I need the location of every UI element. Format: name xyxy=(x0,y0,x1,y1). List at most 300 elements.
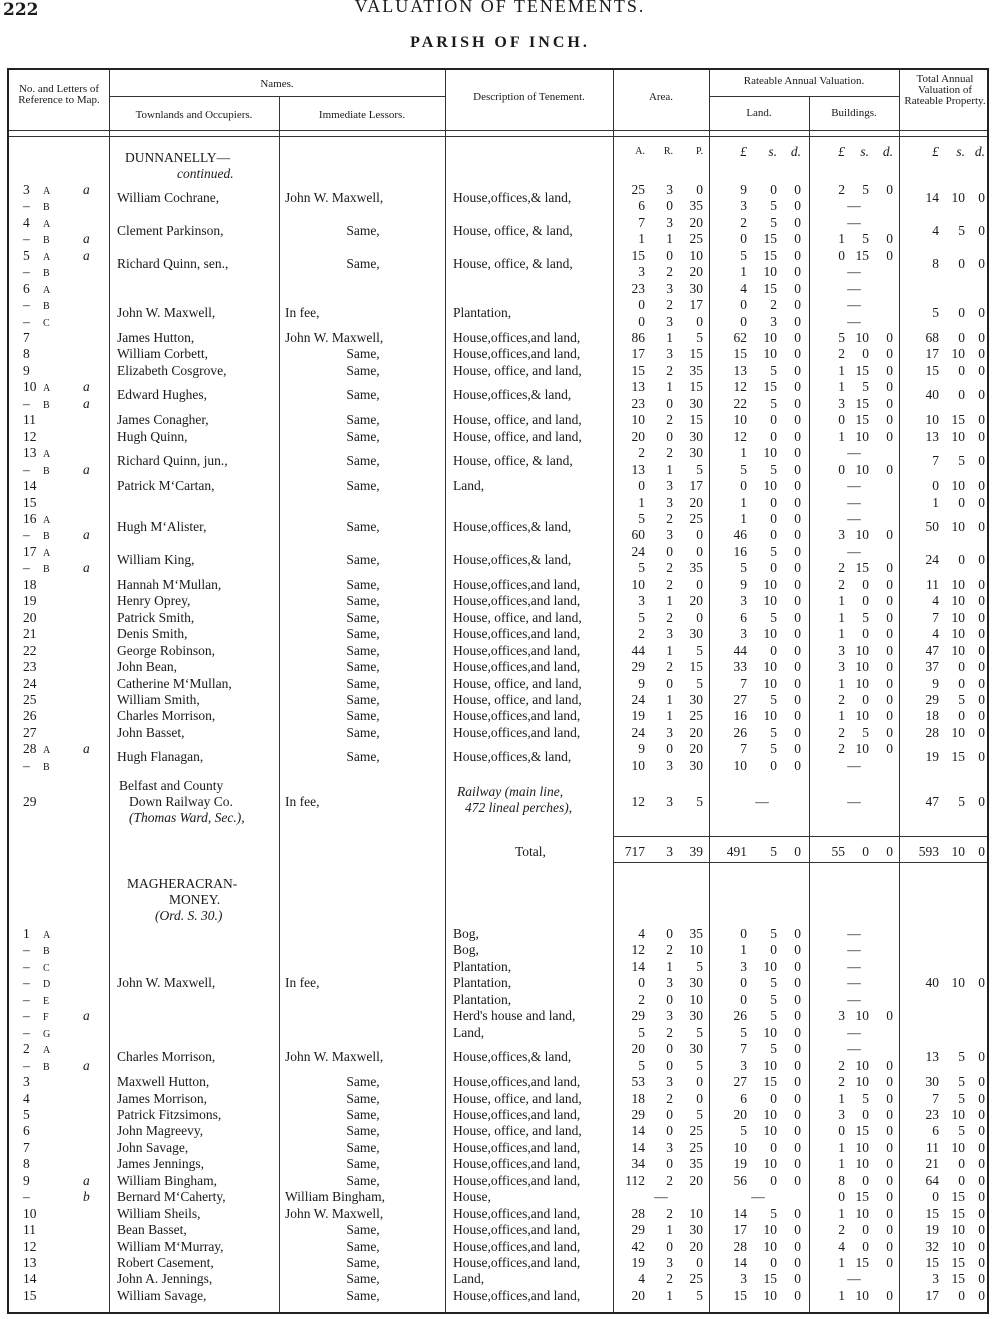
area-value: 30 xyxy=(689,396,703,411)
land-value: 0 xyxy=(794,330,801,345)
occupier-name: Hugh M‘Alister, xyxy=(117,519,207,534)
buildings-value-dash: — xyxy=(847,297,861,312)
area-value: 25 xyxy=(689,708,703,723)
ref-number: 2 xyxy=(23,1041,30,1056)
tenement-description: House,offices,and land, xyxy=(453,1074,581,1089)
total-value: 0 xyxy=(978,1123,985,1138)
total-value: 32 xyxy=(925,1239,939,1254)
buildings-value: 15 xyxy=(855,560,869,575)
land-value: 0 xyxy=(794,1206,801,1221)
total-value: 0 xyxy=(958,659,965,674)
ref-letter: B xyxy=(43,400,50,411)
land-value: 6 xyxy=(740,610,747,625)
total-value: 0 xyxy=(978,643,985,658)
land-value-dash: — xyxy=(755,794,769,809)
buildings-value-dash: — xyxy=(847,1041,861,1056)
ref-number: – xyxy=(23,1008,30,1023)
total-value: 10 xyxy=(951,429,965,444)
total-valuation: 0 xyxy=(978,844,985,859)
area-value: 2 xyxy=(666,659,673,674)
land-value: 0 xyxy=(794,659,801,674)
ref-number: – xyxy=(23,198,30,213)
land-value: 17 xyxy=(733,1222,747,1237)
total-value: 10 xyxy=(951,1222,965,1237)
header-names: Names. xyxy=(260,78,294,90)
land-value: 0 xyxy=(740,992,747,1007)
area-value: 0 xyxy=(638,478,645,493)
area-value: 3 xyxy=(666,314,673,329)
area-value: 2 xyxy=(666,297,673,312)
area-value: 5 xyxy=(696,1058,703,1073)
land-value: 0 xyxy=(770,527,777,542)
total-value: 0 xyxy=(978,495,985,510)
land-value: 0 xyxy=(794,1222,801,1237)
buildings-value: 15 xyxy=(855,1255,869,1270)
tenement-description: House,offices,and land, xyxy=(453,659,581,674)
area-value: 3 xyxy=(666,794,673,809)
area-value: 9 xyxy=(638,676,645,691)
area-value: 10 xyxy=(689,1206,703,1221)
lessor-name: John W. Maxwell, xyxy=(285,1206,384,1221)
area-value: 25 xyxy=(689,1140,703,1155)
land-value: 5 xyxy=(740,1123,747,1138)
land-value: 0 xyxy=(794,1041,801,1056)
lessor-name: Same, xyxy=(346,643,380,658)
ref-number: 8 xyxy=(23,1156,30,1171)
land-value: 0 xyxy=(794,1271,801,1286)
land-value: 0 xyxy=(794,1058,801,1073)
unit-bld: £ xyxy=(838,144,845,159)
land-value: 15 xyxy=(733,1288,747,1303)
area-value: 5 xyxy=(638,511,645,526)
ref-number: 26 xyxy=(23,708,37,723)
area-value: 2 xyxy=(666,1091,673,1106)
tenement-description: House,offices,and land, xyxy=(453,1156,581,1171)
land-value: 0 xyxy=(794,1239,801,1254)
land-value: 0 xyxy=(740,975,747,990)
land-value: 3 xyxy=(740,1058,747,1073)
area-value: 5 xyxy=(696,643,703,658)
area-value: 0 xyxy=(666,198,673,213)
area-value: 10 xyxy=(689,942,703,957)
land-value: 10 xyxy=(763,659,777,674)
total-value: 0 xyxy=(978,1271,985,1286)
land-value: 20 xyxy=(733,1107,747,1122)
total-valuation: 10 xyxy=(951,844,965,859)
land-value: 16 xyxy=(733,708,747,723)
townland-name: MAGHERACRAN- xyxy=(127,876,238,891)
land-value: 13 xyxy=(733,363,747,378)
area-value: 19 xyxy=(631,1255,645,1270)
land-value: 27 xyxy=(733,1074,747,1089)
total-value: 29 xyxy=(925,692,939,707)
total-value: 5 xyxy=(958,1091,965,1106)
tenement-description: Plantation, xyxy=(453,975,512,990)
land-value: 0 xyxy=(770,560,777,575)
ref-number: 15 xyxy=(23,1288,37,1303)
land-value: 5 xyxy=(770,692,777,707)
total-value: 0 xyxy=(978,256,985,271)
land-value: 3 xyxy=(740,593,747,608)
unit-area: R. xyxy=(663,146,673,157)
area-value: 2 xyxy=(666,577,673,592)
area-value: 2 xyxy=(666,412,673,427)
land-value: 56 xyxy=(733,1173,747,1188)
total-value: 0 xyxy=(978,975,985,990)
buildings-value: 5 xyxy=(862,182,869,197)
occupier-name: William Corbett, xyxy=(117,346,208,361)
total-value: 0 xyxy=(978,305,985,320)
land-value: 0 xyxy=(770,1140,777,1155)
occupier-name: Hugh Quinn, xyxy=(117,429,188,444)
total-value: 9 xyxy=(932,676,939,691)
area-value: 25 xyxy=(631,182,645,197)
land-value: 0 xyxy=(794,396,801,411)
land-value: 22 xyxy=(733,396,747,411)
area-value: 2 xyxy=(638,445,645,460)
land-value: 0 xyxy=(794,643,801,658)
lessor-name: Same, xyxy=(346,725,380,740)
buildings-value: 2 xyxy=(838,692,845,707)
unit-bld: d. xyxy=(882,144,893,159)
total-value: 10 xyxy=(951,346,965,361)
ref-letter: A xyxy=(43,186,51,197)
total-value: 10 xyxy=(951,626,965,641)
buildings-value: 15 xyxy=(855,396,869,411)
total-value: 0 xyxy=(978,387,985,402)
occupier-name: Henry Oprey, xyxy=(117,593,191,608)
map-letter: a xyxy=(83,396,90,411)
buildings-value: 10 xyxy=(855,1288,869,1303)
tenement-description: House,offices,& land, xyxy=(453,1049,572,1064)
ref-letter: A xyxy=(43,745,51,756)
total-value: 64 xyxy=(925,1173,939,1188)
area-value: 3 xyxy=(666,1008,673,1023)
buildings-value: 10 xyxy=(855,1156,869,1171)
area-value: 0 xyxy=(696,577,703,592)
total-value: 5 xyxy=(958,1049,965,1064)
land-value: 5 xyxy=(740,248,747,263)
buildings-value: 15 xyxy=(855,363,869,378)
area-value: 3 xyxy=(666,182,673,197)
total-value: 5 xyxy=(958,794,965,809)
buildings-value: 1 xyxy=(838,429,845,444)
area-value: 0 xyxy=(666,248,673,263)
area-value: 0 xyxy=(696,1074,703,1089)
area-value: 2 xyxy=(666,445,673,460)
ref-number: – xyxy=(23,297,30,312)
lessor-name: Same, xyxy=(346,692,380,707)
land-value: 26 xyxy=(733,725,747,740)
total-value: 0 xyxy=(978,794,985,809)
total-buildings: 0 xyxy=(862,844,869,859)
buildings-value: 1 xyxy=(838,1091,845,1106)
area-value: 20 xyxy=(689,593,703,608)
land-value: 15 xyxy=(763,1271,777,1286)
land-value: 0 xyxy=(794,942,801,957)
land-value: 10 xyxy=(763,478,777,493)
area-value: 25 xyxy=(689,1271,703,1286)
total-value: 0 xyxy=(958,1173,965,1188)
total-value: 24 xyxy=(925,552,939,567)
total-value: 15 xyxy=(951,749,965,764)
header-lessors: Immediate Lessors. xyxy=(318,109,406,121)
area-value: 1 xyxy=(666,959,673,974)
buildings-value: 0 xyxy=(886,379,893,394)
ref-number: 7 xyxy=(23,330,30,345)
tenement-description: Plantation, xyxy=(453,992,512,1007)
ref-letter: B xyxy=(43,531,50,542)
land-value: 6 xyxy=(740,1091,747,1106)
area-value: 5 xyxy=(696,1288,703,1303)
buildings-value: 0 xyxy=(886,708,893,723)
land-value: 5 xyxy=(770,1008,777,1023)
ref-letter: B xyxy=(43,301,50,312)
buildings-value-dash: — xyxy=(847,975,861,990)
area-value: 3 xyxy=(666,478,673,493)
tenement-description: House, xyxy=(453,1189,491,1204)
land-value: 3 xyxy=(740,959,747,974)
lessor-name: Same, xyxy=(346,749,380,764)
tenement-description: House, office, & land, xyxy=(453,453,573,468)
area-value: 0 xyxy=(696,610,703,625)
land-value: 5 xyxy=(770,462,777,477)
total-value: 0 xyxy=(958,330,965,345)
occupier-name: Edward Hughes, xyxy=(117,387,207,402)
total-value: 0 xyxy=(978,1091,985,1106)
land-value: 9 xyxy=(740,182,747,197)
occupier-name: William King, xyxy=(117,552,195,567)
area-value: 15 xyxy=(631,248,645,263)
land-value: 15 xyxy=(763,379,777,394)
total-value: 40 xyxy=(925,387,939,402)
buildings-value: 0 xyxy=(886,593,893,608)
total-value: 0 xyxy=(978,1049,985,1064)
area-value: 3 xyxy=(666,495,673,510)
area-value: 0 xyxy=(696,182,703,197)
land-value: 10 xyxy=(763,708,777,723)
area-value: 3 xyxy=(666,1140,673,1155)
total-value: 5 xyxy=(958,1123,965,1138)
land-value: 10 xyxy=(763,577,777,592)
lessor-name: Same, xyxy=(346,412,380,427)
buildings-value-dash: — xyxy=(847,992,861,1007)
ref-letter: A xyxy=(43,1045,51,1056)
header-townlands: Townlands and Occupiers. xyxy=(135,109,253,121)
area-value: 20 xyxy=(631,429,645,444)
tenement-description: House,offices,and land, xyxy=(453,346,581,361)
buildings-value: 0 xyxy=(886,643,893,658)
land-value: 0 xyxy=(794,379,801,394)
buildings-value: 2 xyxy=(838,560,845,575)
ref-number: 7 xyxy=(23,1140,30,1155)
lessor-name: Same, xyxy=(346,1173,380,1188)
area-value: 3 xyxy=(666,725,673,740)
total-value: 15 xyxy=(951,1189,965,1204)
area-value: 2 xyxy=(666,1206,673,1221)
ref-number: – xyxy=(23,758,30,773)
tenement-description: House, office, and land, xyxy=(453,676,582,691)
occupier-name: Catherine M‘Mullan, xyxy=(117,676,232,691)
tenement-description: House,offices,and land, xyxy=(453,1239,581,1254)
area-value: 1 xyxy=(666,692,673,707)
area-value: 30 xyxy=(689,281,703,296)
total-land: 5 xyxy=(770,844,777,859)
area-value: 3 xyxy=(638,264,645,279)
area-value: 0 xyxy=(666,992,673,1007)
land-value: 10 xyxy=(733,412,747,427)
total-value: 4 xyxy=(932,626,939,641)
tenement-description: House,offices,& land, xyxy=(453,552,572,567)
land-value: 1 xyxy=(740,495,747,510)
header-land: Land. xyxy=(746,107,772,119)
buildings-value: 0 xyxy=(886,1123,893,1138)
land-value: 10 xyxy=(763,1288,777,1303)
area-value: 10 xyxy=(631,758,645,773)
buildings-value-dash: — xyxy=(847,794,861,809)
unit-area: P. xyxy=(696,146,703,157)
area-value: 7 xyxy=(638,215,645,230)
lessor-name: Same, xyxy=(346,478,380,493)
area-value: 5 xyxy=(638,1058,645,1073)
ref-number: – xyxy=(23,1058,30,1073)
total-valuation: 593 xyxy=(918,844,939,859)
land-value: 46 xyxy=(733,527,747,542)
land-value: 3 xyxy=(740,198,747,213)
ref-number: 16 xyxy=(23,511,37,526)
area-value: 5 xyxy=(696,794,703,809)
buildings-value: 0 xyxy=(838,1189,845,1204)
area-value: 2 xyxy=(666,363,673,378)
buildings-value: 3 xyxy=(838,1107,845,1122)
tenement-description: House,offices,and land, xyxy=(453,626,581,641)
tenement-description: House,offices,& land, xyxy=(453,387,572,402)
buildings-value: 8 xyxy=(838,1173,845,1188)
land-value: 0 xyxy=(794,610,801,625)
land-value: 12 xyxy=(733,379,747,394)
ref-number: 11 xyxy=(23,1222,36,1237)
ref-number: 5 xyxy=(23,248,30,263)
total-value: 17 xyxy=(925,1288,939,1303)
land-value: 16 xyxy=(733,544,747,559)
buildings-value: 10 xyxy=(855,330,869,345)
buildings-value: 1 xyxy=(838,363,845,378)
total-value: 0 xyxy=(958,1288,965,1303)
ref-number: 4 xyxy=(23,1091,30,1106)
lessor-name: In fee, xyxy=(285,794,320,809)
area-value: 1 xyxy=(666,593,673,608)
ref-letter: B xyxy=(43,1062,50,1073)
tenement-description: House, office, and land, xyxy=(453,610,582,625)
land-value: 0 xyxy=(740,478,747,493)
tenement-description: Railway (main line, xyxy=(457,784,564,799)
area-value: 29 xyxy=(631,1008,645,1023)
map-letter: a xyxy=(83,462,90,477)
area-value: 30 xyxy=(689,429,703,444)
land-value: 5 xyxy=(740,462,747,477)
occupier-name: John Savage, xyxy=(117,1140,189,1155)
area-value: 1 xyxy=(666,1222,673,1237)
tenement-description: House, office, & land, xyxy=(453,223,573,238)
unit-bld: s. xyxy=(860,144,869,159)
area-value: 35 xyxy=(689,1156,703,1171)
total-value: 0 xyxy=(978,346,985,361)
header-description: Description of Tenement. xyxy=(473,91,585,103)
land-value: 0 xyxy=(794,314,801,329)
total-value: 21 xyxy=(925,1156,939,1171)
area-value: 12 xyxy=(631,794,645,809)
buildings-value: 0 xyxy=(838,462,845,477)
area-value: 6 xyxy=(638,198,645,213)
ref-letter: B xyxy=(43,564,50,575)
land-value: 0 xyxy=(770,182,777,197)
land-value: 10 xyxy=(763,1058,777,1073)
area-value: 0 xyxy=(666,926,673,941)
area-value: 13 xyxy=(631,379,645,394)
land-value: 0 xyxy=(794,1107,801,1122)
header-rateable: Rateable Annual Valuation. xyxy=(743,75,865,87)
area-value: 53 xyxy=(631,1074,645,1089)
buildings-value: 3 xyxy=(838,396,845,411)
total-value: 10 xyxy=(951,1239,965,1254)
land-value: 10 xyxy=(763,1222,777,1237)
buildings-value: 0 xyxy=(886,330,893,345)
townland-note: (Ord. S. 30.) xyxy=(155,908,223,923)
ref-number: – xyxy=(23,462,30,477)
ref-number: 29 xyxy=(23,794,37,809)
area-value: 3 xyxy=(666,346,673,361)
land-value: 0 xyxy=(794,1091,801,1106)
land-value: 4 xyxy=(740,281,747,296)
land-value: 15 xyxy=(733,346,747,361)
buildings-value: 0 xyxy=(886,248,893,263)
ref-number: 18 xyxy=(23,577,37,592)
buildings-value: 0 xyxy=(862,692,869,707)
buildings-value: 10 xyxy=(855,1058,869,1073)
area-value: 10 xyxy=(689,248,703,263)
area-value: 5 xyxy=(696,462,703,477)
total-value: 0 xyxy=(978,190,985,205)
land-value: 5 xyxy=(770,396,777,411)
area-value: 2 xyxy=(666,560,673,575)
lessor-name: Same, xyxy=(346,1222,380,1237)
land-value: 0 xyxy=(770,412,777,427)
lessor-name: William Bingham, xyxy=(285,1189,385,1204)
total-value: 0 xyxy=(978,363,985,378)
total-value: 0 xyxy=(978,1288,985,1303)
buildings-value: 10 xyxy=(855,527,869,542)
land-value: 0 xyxy=(794,926,801,941)
area-value: 23 xyxy=(631,396,645,411)
area-value: 1 xyxy=(666,462,673,477)
lessor-name: In fee, xyxy=(285,305,320,320)
area-value: 24 xyxy=(631,692,645,707)
buildings-value: 0 xyxy=(886,577,893,592)
ref-letter: A xyxy=(43,285,51,296)
lessor-name: Same, xyxy=(346,1255,380,1270)
land-value: 10 xyxy=(763,1107,777,1122)
area-value: 3 xyxy=(666,281,673,296)
total-value: 0 xyxy=(958,1156,965,1171)
area-value: 35 xyxy=(689,926,703,941)
buildings-value: 1 xyxy=(838,1140,845,1155)
land-value: 0 xyxy=(770,511,777,526)
total-value: 15 xyxy=(951,412,965,427)
land-value: 0 xyxy=(794,182,801,197)
map-letter: a xyxy=(83,1058,90,1073)
ref-number: 10 xyxy=(23,379,37,394)
total-area: 717 xyxy=(624,844,645,859)
